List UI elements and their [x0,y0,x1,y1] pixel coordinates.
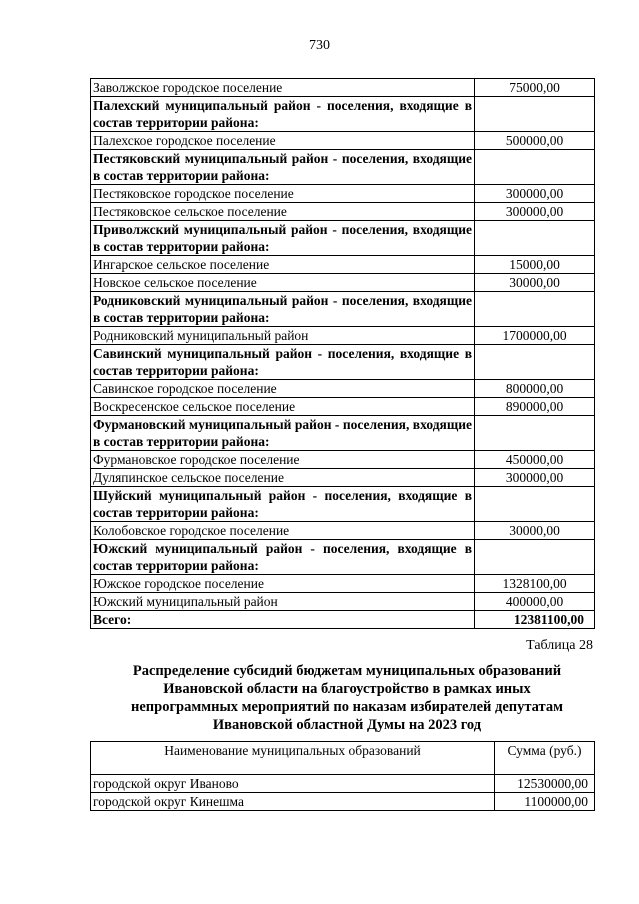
table-row [91,327,595,345]
municipality-name: Пестяковский муниципальный район - поселения, входящие в состав территории района: [91,150,475,185]
table-row [91,469,595,487]
amount-cell: 30000,00 [475,274,595,292]
subsidy-table-28 [90,741,595,811]
page-number: 730 [309,38,330,53]
municipality-name: Колобовское городское поселение [91,522,475,540]
table-row [91,775,595,793]
table-row [91,398,595,416]
table-row [91,185,595,203]
amount-cell: 300000,00 [475,185,595,203]
table-row [91,575,595,593]
municipality-name: Приволжский муниципальный район - поселения, входящие в состав территории района: [91,221,475,256]
district-header-row [91,292,595,327]
table-header-row [91,742,595,775]
municipality-name: Южский муниципальный район [91,593,475,611]
municipality-name: Южский муниципальный район - поселения, входящие в состав территории района: [91,540,475,575]
amount-cell: 1100000,00 [495,793,595,811]
table-row [91,522,595,540]
municipality-name: Палехский муниципальный район - поселения, входящие в состав территории района: [91,97,475,132]
table-row [91,451,595,469]
amount-cell: 450000,00 [475,451,595,469]
municipality-name: Родниковский муниципальный район [91,327,475,345]
municipality-name: Фурмановский муниципальный район - поселения, входящие в состав территории района: [91,416,475,451]
table-row [91,380,595,398]
table-row [91,593,595,611]
municipality-name: Воскресенское сельское поселение [91,398,475,416]
table-heading: Распределение субсидий бюджетам муниципальных образований Ивановской области на благоустройство в рамках иных непрограммных мероприятий по наказам избирателей депутатам Ивановской областной Думы на 2023 год [131,663,563,733]
table-row [91,79,595,97]
amount-cell: 800000,00 [475,380,595,398]
amount-cell [475,540,595,575]
district-header-row [91,150,595,185]
table-label: Таблица 28 [526,638,593,653]
district-header-row [91,487,595,522]
table-row [91,203,595,221]
municipality-name: Заволжское городское поселение [91,79,475,97]
municipality-name: городской округ Иваново [91,775,495,793]
amount-cell: 12530000,00 [495,775,595,793]
amount-cell: 15000,00 [475,256,595,274]
municipality-name: Фурмановское городское поселение [91,451,475,469]
amount-cell [475,292,595,327]
amount-cell: 30000,00 [475,522,595,540]
column-header-name: Наименование муниципальных образований [91,742,495,775]
municipality-name: Южское городское поселение [91,575,475,593]
municipality-name: Родниковский муниципальный район - поселения, входящие в состав территории района: [91,292,475,327]
district-header-row [91,345,595,380]
amount-cell [475,150,595,185]
amount-cell: 890000,00 [475,398,595,416]
municipality-name: Пестяковское городское поселение [91,185,475,203]
table-row [91,132,595,150]
municipality-name: городской округ Кинешма [91,793,495,811]
municipality-name: Палехское городское поселение [91,132,475,150]
municipality-name: Савинский муниципальный район - поселения, входящие в состав территории района: [91,345,475,380]
municipality-name: Савинское городское поселение [91,380,475,398]
municipality-name: Шуйский муниципальный район - поселения, входящие в состав территории района: [91,487,475,522]
total-row [91,611,595,629]
table-row [91,793,595,811]
municipality-name: Ингарское сельское поселение [91,256,475,274]
subsidy-table-continued [90,78,595,629]
total-label: Всего: [91,611,475,629]
district-header-row [91,97,595,132]
district-header-row [91,540,595,575]
amount-cell [475,221,595,256]
column-header-amount: Сумма (руб.) [495,742,595,775]
amount-cell [475,487,595,522]
total-amount: 12381100,00 [475,611,595,629]
amount-cell: 300000,00 [475,203,595,221]
table-row [91,274,595,292]
district-header-row [91,221,595,256]
amount-cell [475,345,595,380]
amount-cell: 1700000,00 [475,327,595,345]
amount-cell: 1328100,00 [475,575,595,593]
table-row [91,256,595,274]
amount-cell: 300000,00 [475,469,595,487]
municipality-name: Пестяковское сельское поселение [91,203,475,221]
amount-cell: 400000,00 [475,593,595,611]
municipality-name: Новское сельское поселение [91,274,475,292]
amount-cell [475,416,595,451]
amount-cell [475,97,595,132]
district-header-row [91,416,595,451]
amount-cell: 500000,00 [475,132,595,150]
amount-cell: 75000,00 [475,79,595,97]
municipality-name: Дуляпинское сельское поселение [91,469,475,487]
